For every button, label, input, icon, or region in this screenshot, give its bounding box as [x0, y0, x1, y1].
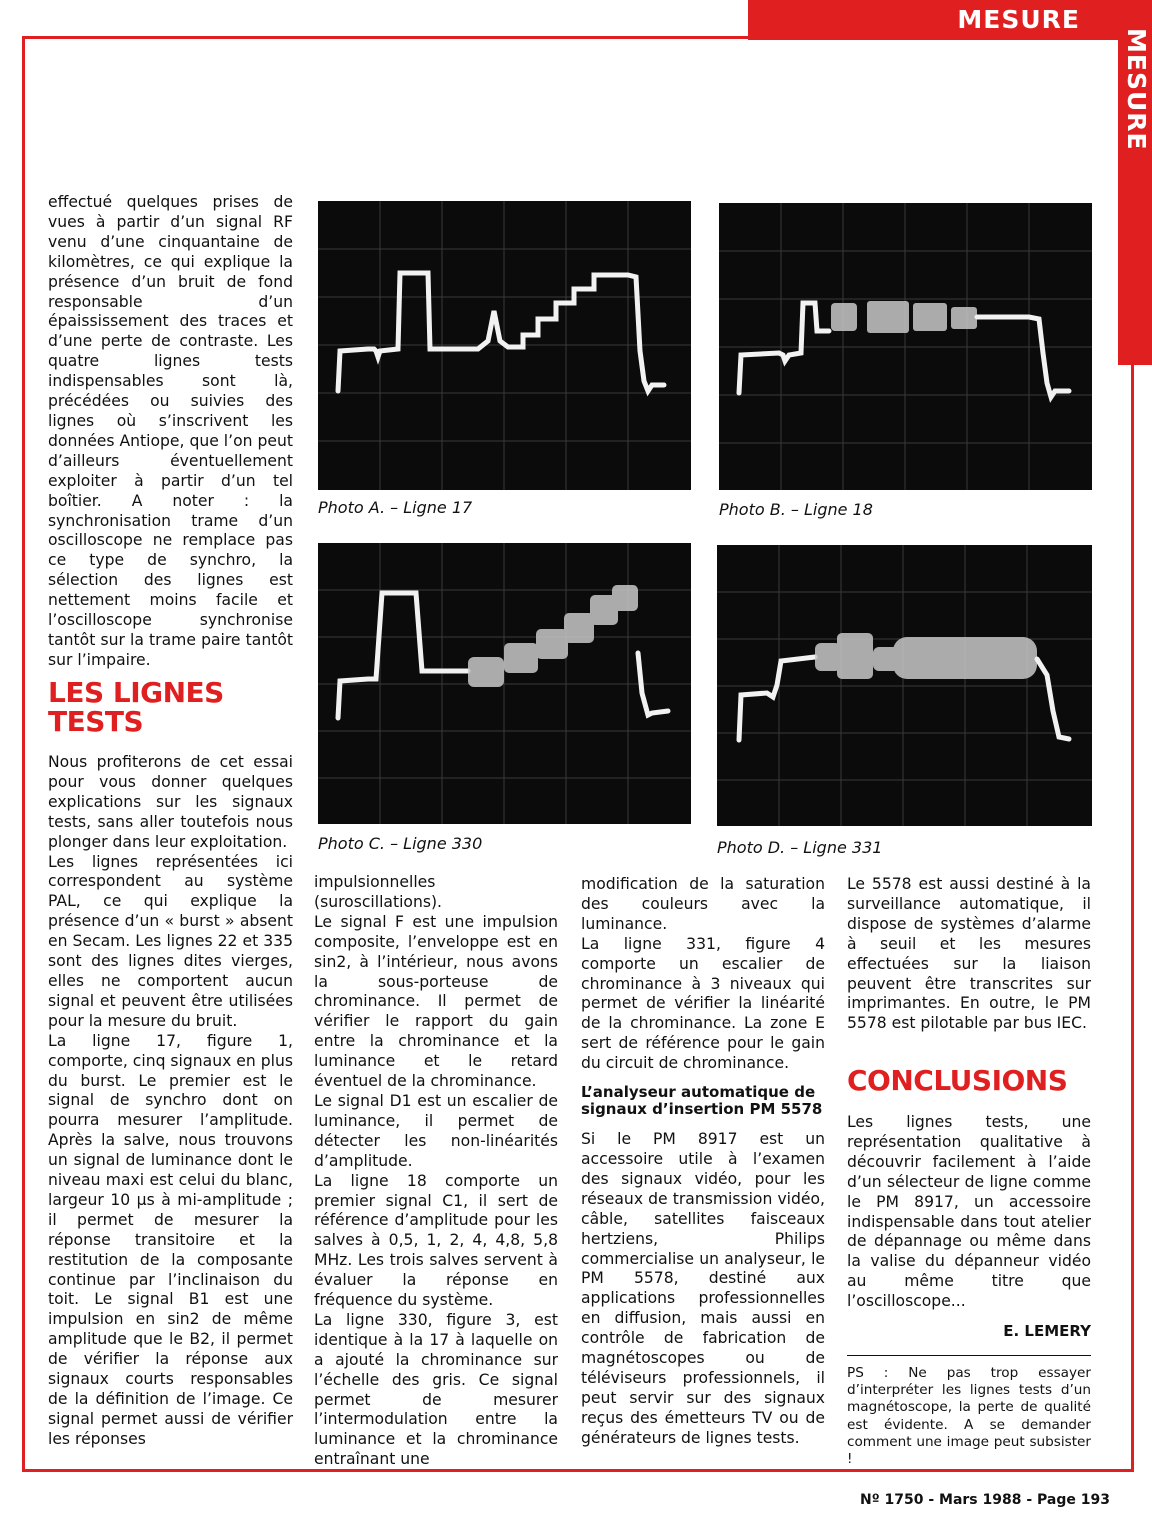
paragraph: Les lignes représentées ici correspondent au système PAL, ce qui explique la présence d’un « burst » absent en Secam. Les lignes 22 et 335 sont des lignes dites vierges, elles ne comportent aucun signal et peuvent être utilisées pour la mesure du bruit. [48, 852, 293, 1030]
column-3 [581, 875, 825, 1449]
oscillogram-a [318, 201, 691, 490]
heading-conclusions: CONCLUSIONS [847, 1064, 1068, 1097]
paragraph: La ligne 17, figure 1, comporte, cinq signaux en plus du burst. Le premier est le signal de synchro dont on pourra mesurer l’amplitude. Après la salve, nous trouvons un signal de luminance dont le niveau maxi est celui du blanc, largeur 10 µs à mi-amplitude ; il permet de mesurer la réponse transitoire et la restitution de la composante continue par l’inclinaison du toit. Le signal B1 est une impulsion en sin2 de même amplitude que le B2, il permet de vérifier la réponse aux signaux courts responsables de la définition de l’image. Ce signal permet aussi de vérifier les réponses [48, 1031, 293, 1448]
oscillogram-c [318, 543, 691, 824]
caption-photo-b: Photo B. – Ligne 18 [719, 500, 873, 519]
paragraph: modification de la saturation des couleurs avec la luminance. [581, 875, 825, 933]
photo-a [318, 201, 691, 490]
paragraph: Nous profiterons de cet essai pour vous donner quelques explications sur les signaux tests, sans aller toutefois nous plonger dans leur exploitation. [48, 753, 293, 851]
photo-c [318, 543, 691, 824]
paragraph: La ligne 330, figure 3, est identique à la 17 à laquelle on a ajouté la chrominance sur l’échelle des gris. Ce signal permet de mesurer l’intermodulation entre la luminance et la chrominance entraînant une [314, 1310, 558, 1469]
section-label-side: MESURE [1122, 28, 1151, 151]
column-2 [314, 873, 558, 1470]
caption-photo-d: Photo D. – Ligne 331 [717, 838, 883, 857]
paragraph: Le signal D1 est un escalier de luminance, il permet de détecter les non-linéarités d’amplitude. [314, 1091, 558, 1170]
paragraph: Le 5578 est aussi destiné à la surveillance automatique, il dispose de systèmes d’alarme à seuil et les mesures effectuées sur la liaison peuvent être transcrites sur imprimantes. En outre, le PM 5578 est pilotable par bus IEC. [847, 875, 1091, 1033]
column-1-top [48, 193, 293, 671]
paragraph: Les lignes tests, une représentation qualitative à découvrir facilement à l’aide d’un sélecteur de ligne comme le PM 8917, un accessoire indispensable dans tout atelier de dépannage ou même dans la valise du dépanneur vidéo au même titre que l’oscilloscope... [847, 1113, 1091, 1311]
heading-lignes-tests: LES LIGNES TESTS [48, 676, 224, 738]
paragraph: Le signal F est une impulsion composite, l’enveloppe est en sin2, à l’intérieur, nous avons la sous-porteuse de chrominance. Il permet de vérifier le rapport du gain entre la chrominance et la luminance et le retard éventuel de la chrominance. [314, 912, 558, 1091]
paragraph: Si le PM 8917 est un accessoire utile à l’examen des signaux vidéo, pour les réseaux de transmission vidéo, câble, satellites faisceaux hertziens, Philips commercialise un analyseur, le PM 5578, destiné aux applications professionnelles en diffusion, mais aussi en contrôle de fabrication de magnétoscopes ou de téléviseurs professionnels, il peut servir sur des signaux reçus des émetteurs TV ou de générateurs de lignes tests. [581, 1130, 825, 1447]
section-tab-side [1118, 0, 1152, 365]
paragraph: La ligne 18 comporte un premier signal C1, il sert de référence d’amplitude pour les salves à 0,5, 1, 2, 4, 4,8, 5,8 MHz. Les trois salves servent à évaluer la réponse en fréquence du système. [314, 1171, 558, 1310]
oscillogram-d [717, 545, 1092, 826]
author-signature: E. LEMERY [1003, 1322, 1091, 1341]
oscillogram-b [719, 203, 1092, 490]
postscript: PS : Ne pas trop essayer d’interpréter les lignes tests d’un magnétoscope, la perte de qualité est évidente. A se demander comment une image peut subsister ! [847, 1365, 1091, 1468]
paragraph: impulsionnelles (suroscillations). [314, 873, 442, 911]
heading-analyseur: L’analyseur automatique de signaux d’insertion PM 5578 [581, 1083, 823, 1119]
caption-photo-a: Photo A. – Ligne 17 [318, 498, 473, 517]
photo-b [719, 203, 1092, 490]
paragraph: La ligne 331, figure 4 comporte un escalier de chrominance à 3 niveaux qui permet de vérifier la linéarité de la chrominance. La zone E sert de référence pour le gain du circuit de chrominance. [581, 934, 825, 1073]
caption-photo-c: Photo C. – Ligne 330 [318, 834, 483, 853]
photo-d [717, 545, 1092, 826]
column-1-bottom [48, 753, 293, 1450]
section-label-top: MESURE [957, 5, 1080, 34]
column-4-conclusions [847, 1113, 1091, 1342]
column-4 [847, 875, 1091, 1034]
section-tab-top [748, 0, 1152, 40]
ps-divider [847, 1355, 1091, 1356]
paragraph: effectué quelques prises de vues à partir d’un signal RF venu d’une cinquantaine de kilomètres, ce qui explique la présence d’un bruit de fond responsable d’un épaississement des traces et d’une perte de contraste. Les quatre lignes tests indispensables sont là, précédées ou suivies des lignes où s’inscrivent les données Antiope, que l’on peut d’ailleurs éventuellement exploiter à partir d’un tel boîtier. A noter : la synchronisation trame d’un oscilloscope ne remplace pas ce type de synchro, la sélection des lignes est nettement moins facile et l’oscilloscope synchronise tantôt sur la trame paire tantôt sur l’impaire. [48, 193, 293, 669]
page-footer: Nº 1750 - Mars 1988 - Page 193 [860, 1492, 1110, 1508]
